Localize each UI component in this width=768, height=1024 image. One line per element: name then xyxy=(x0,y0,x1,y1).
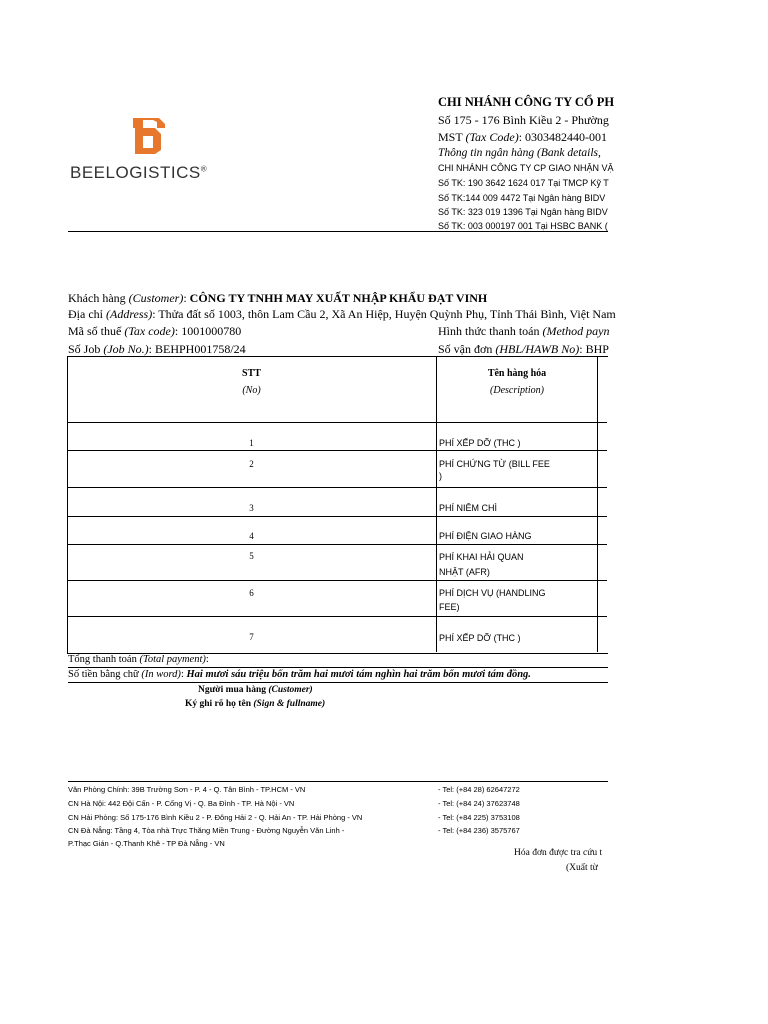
total-payment: Tổng thanh toán (Total payment): xyxy=(68,654,209,665)
office-haiphong: CN Hải Phòng: Số 175-176 Bình Kiều 2 - P. Đông Hải 2 - Q. Hải An - TP. Hải Phòng - VN xyxy=(68,813,363,822)
row-divider xyxy=(67,544,607,545)
row-desc: PHÍ XẾP DỠ (THC ) xyxy=(439,633,521,643)
row-desc: PHÍ KHAI HẢI QUAN xyxy=(439,552,524,562)
row-desc: PHÍ DỊCH VỤ (HANDLING xyxy=(439,588,546,598)
row-no: 4 xyxy=(249,531,254,541)
customer-name: Khách hàng (Customer): CÔNG TY TNHH MAY XUẤT NHẬP KHẨU ĐẠT VINH xyxy=(68,291,488,305)
bank-line: Số TK: 323 019 1396 Tại Ngân hàng BIDV xyxy=(438,207,608,217)
office-main: Văn Phòng Chính: 39B Trường Sơn - P. 4 - Q. Tân Bình - TP.HCM - VN xyxy=(68,785,306,794)
row-desc: NHẬT (AFR) xyxy=(439,567,490,577)
sign-label: Ký ghi rõ họ tên (Sign & fullname) xyxy=(185,699,326,709)
row-no: 1 xyxy=(249,438,254,448)
column-divider xyxy=(436,356,437,652)
row-desc: ) xyxy=(439,471,442,481)
export-note: (Xuất từ xyxy=(566,863,598,873)
row-divider xyxy=(67,422,607,423)
buyer-label: Người mua hàng (Customer) xyxy=(198,685,313,695)
bank-details-title: Thông tin ngân hàng (Bank details, xyxy=(438,147,601,159)
summary-divider xyxy=(68,682,608,683)
col-desc-header-en: (Description) xyxy=(490,385,544,396)
amount-in-words: Số tiền bằng chữ (In word): Hai mươi sáu triệu bốn trăm hai mươi tám nghìn hai trăm bốn mươi tám đồng. xyxy=(68,669,531,680)
bank-line: Số TK: 190 3642 1624 017 Tại TMCP Kỹ T xyxy=(438,178,609,188)
job-number: Số Job (Job No.): BEHPH001758/24 xyxy=(68,342,246,356)
row-desc: FEE) xyxy=(439,602,460,612)
col-no-header: STT xyxy=(242,368,261,379)
row-no: 5 xyxy=(249,551,254,561)
phone-haiphong: - Tel: (+84 225) 3753108 xyxy=(438,813,520,822)
row-divider xyxy=(67,487,607,488)
row-divider xyxy=(67,450,607,451)
row-no: 3 xyxy=(249,503,254,513)
bank-line: Số TK:144 009 4472 Tại Ngân hàng BIDV xyxy=(438,193,606,203)
office-danang-2: P.Thạc Gián - Q.Thanh Khê - TP Đà Nẵng - VN xyxy=(68,839,225,848)
col-no-header-en: (No) xyxy=(242,385,261,396)
company-tax-code: MST (Tax Code): 0303482440-001 xyxy=(438,130,608,144)
row-no: 7 xyxy=(249,632,254,642)
row-divider xyxy=(67,516,607,517)
office-hanoi: CN Hà Nội: 442 Đội Cấn - P. Cống Vị - Q. Ba Đình - TP. Hà Nội - VN xyxy=(68,799,295,808)
row-desc: PHÍ XẾP DỠ (THC ) xyxy=(439,438,521,448)
row-no: 2 xyxy=(249,459,254,469)
footer-divider xyxy=(68,781,608,782)
phone-danang: - Tel: (+84 236) 3575767 xyxy=(438,826,520,835)
row-divider xyxy=(67,616,607,617)
row-desc: PHÍ CHỨNG TỪ (BILL FEE xyxy=(439,459,550,469)
row-desc: PHÍ NIÊM CHÌ xyxy=(439,503,498,513)
column-divider xyxy=(597,356,598,652)
customer-tax-code: Mã số thuế (Tax code): 1001000780 xyxy=(68,324,242,338)
beelogistics-logo-icon xyxy=(127,114,167,156)
col-desc-header: Tên hàng hóa xyxy=(487,368,547,379)
customer-address: Địa chỉ (Address): Thửa đất số 1003, thôn Lam Cầu 2, Xã An Hiệp, Huyện Quỳnh Phụ, Tỉnh Thái Bình, Việt Nam xyxy=(68,307,616,321)
bank-line: Số TK: 003 000197 001 Tại HSBC BANK ( xyxy=(438,221,608,231)
office-danang: CN Đà Nẵng: Tầng 4, Tòa nhà Trực Thăng Miền Trung - Đường Nguyễn Văn Linh - xyxy=(68,826,345,835)
company-name: CHI NHÁNH CÔNG TY CỔ PH xyxy=(438,95,615,109)
brand-name: BEELOGISTICS® xyxy=(70,163,208,182)
bank-line: CHI NHÁNH CÔNG TY CP GIAO NHẬN VẬ xyxy=(438,163,614,173)
row-desc: PHÍ ĐIỆN GIAO HÀNG xyxy=(439,531,532,541)
invoice-lookup-note: Hóa đơn được tra cứu t xyxy=(514,848,603,858)
hbl-number: Số vận đơn (HBL/HAWB No): BHP xyxy=(438,342,609,356)
phone-hanoi: - Tel: (+84 24) 37623748 xyxy=(438,799,520,808)
company-address: Số 175 - 176 Bình Kiều 2 - Phường xyxy=(438,113,609,127)
summary-divider xyxy=(68,667,608,668)
row-divider xyxy=(67,580,607,581)
phone-main: - Tel: (+84 28) 62647272 xyxy=(438,785,520,794)
row-no: 6 xyxy=(249,588,254,598)
header-divider xyxy=(68,231,608,232)
payment-method: Hình thức thanh toán (Method payn xyxy=(438,324,610,338)
